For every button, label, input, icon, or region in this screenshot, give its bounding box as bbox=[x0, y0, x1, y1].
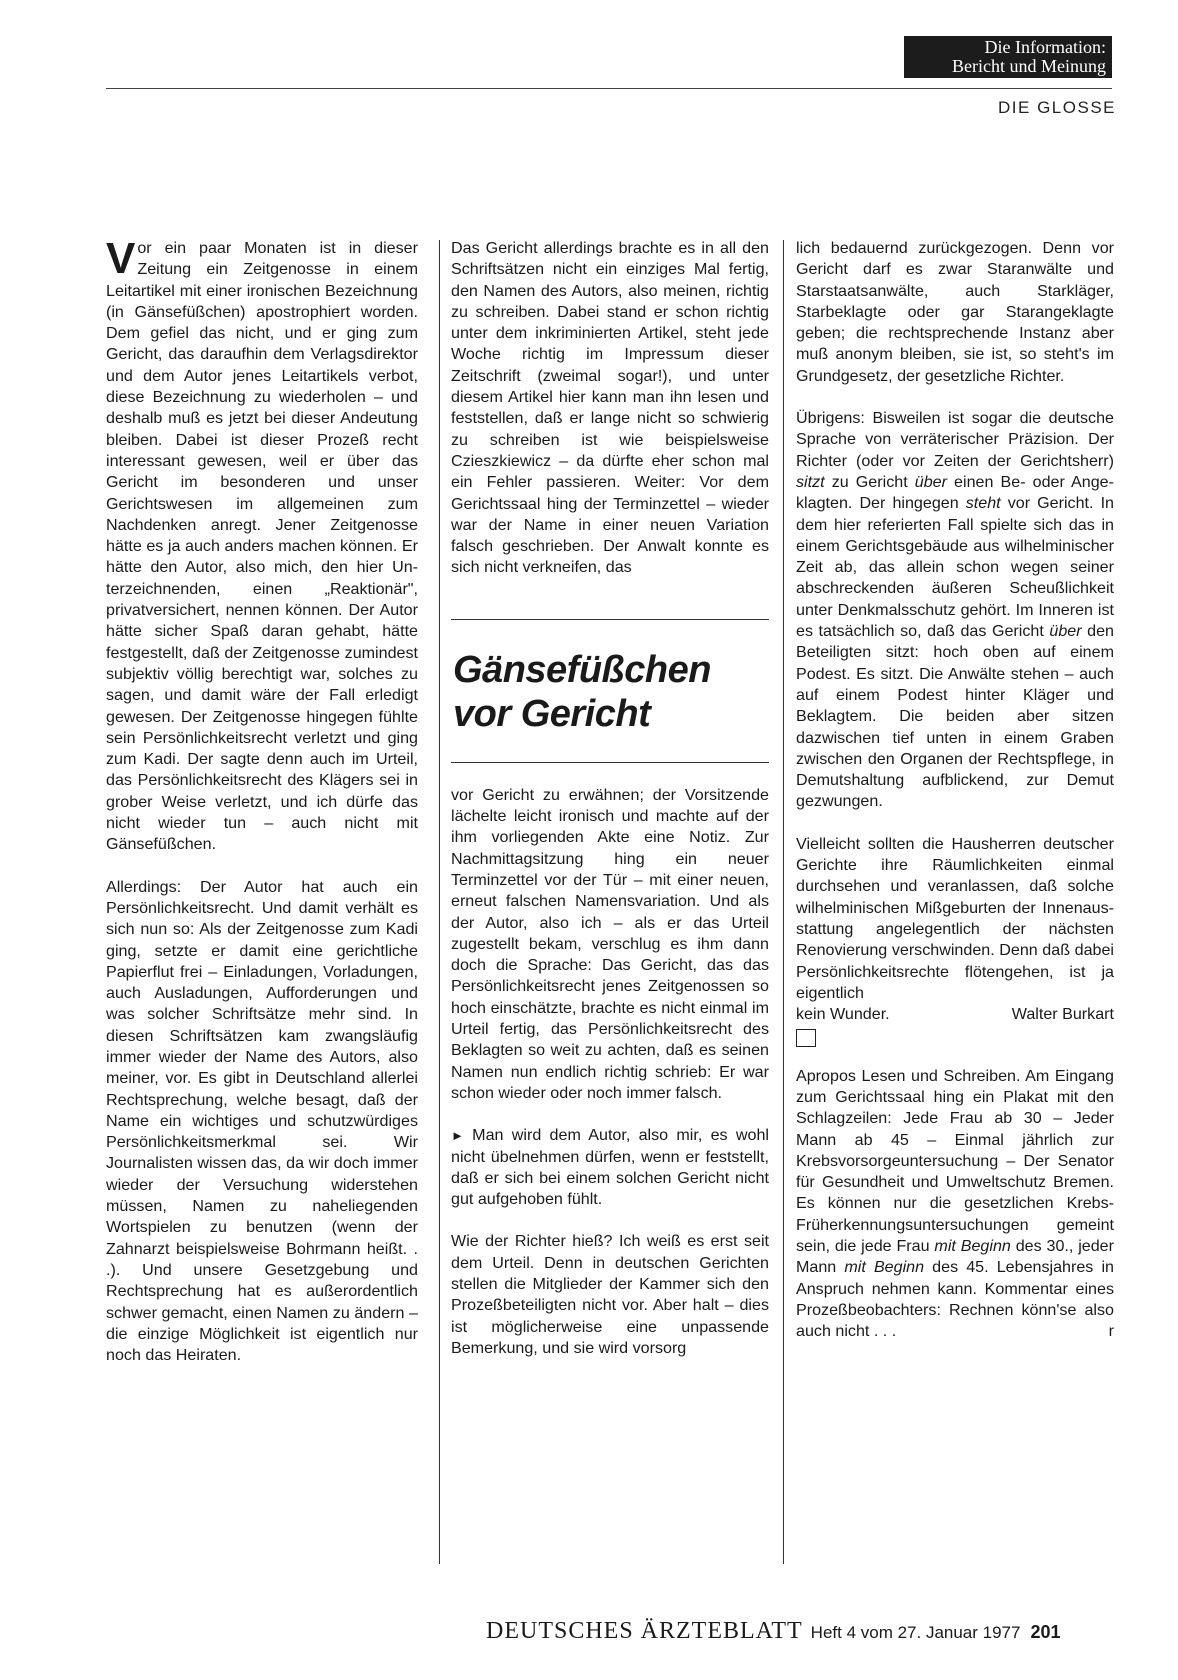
emphasis: über bbox=[1049, 622, 1082, 641]
badge-line-2: Bericht und Meinung bbox=[952, 56, 1106, 76]
short-signature: r bbox=[1108, 1322, 1114, 1341]
section-badge bbox=[902, 36, 1112, 78]
paragraph: Apropos Lesen und Schreiben. Am Eingang zum Gerichtssaal hing ein Plakat mit den Schlagzeilen: Jede Frau ab 30 – Jeder Mann ab 45 – Einmal jährlich zur Krebsvorsorgeuntersuchung – Der Senator für Gesundheit und Umweltschutz Bremen. Es können nur die gesetzlichen Krebs-Früherkennungsuntersuchungen gemeint sein, die jede Frau mit Beginn des 30., jeder Mann mit Beginn des 45. Lebensjahres in Anspruch nehmen kann. Kommentar eines Prozeßbeobachters: Rechnen könn'se also auch nicht . . . r bbox=[796, 1066, 1114, 1343]
arrow-icon: ► bbox=[451, 1128, 464, 1144]
article-title bbox=[453, 648, 769, 736]
author-signature: Walter Burkart bbox=[1011, 1005, 1114, 1024]
emphasis: sitzt bbox=[796, 472, 825, 491]
title-line-2: vor Gericht bbox=[453, 692, 651, 735]
column-2 bbox=[451, 238, 769, 1359]
issue-info: Heft 4 vom 27. Januar 1977 bbox=[810, 1623, 1021, 1642]
paragraph: lich bedauernd zurückgezogen. Denn vor Gericht darf es zwar Staranwälte und Starstaatsanwälte, auch Starkläger, Starbeklagte oder gar Starangeklagte geben; die rechtsprechende Instanz aber muß anonym bleiben, sie ist, so steht's im Grundgesetz, der gesetzliche Richter. bbox=[796, 239, 1114, 385]
paragraph bbox=[451, 1125, 769, 1210]
section-label: DIE GLOSSE bbox=[998, 98, 1116, 117]
end-box-icon bbox=[796, 1029, 816, 1047]
paragraph: Übrigens: Bisweilen ist sogar die deutsche Sprache von verräterischer Präzision. Der Richter (oder vor Zeiten der Gerichtsherr) sitzt zu Gericht über einen Be- oder Angeklagten. Der hingegen steht vor Gericht. In dem hier referierten Fall spielte sich das in einem Gerichtsgebäude aus wilhelminischer Zeit ab, das allein schon wegen seiner abschreckenden äußeren Scheußlichkeit unter Denkmalsschutz gehört. Im Inneren ist es tatsächlich so, daß das Gericht über den Beteiligten sitzt: hoch oben auf einem Podest. Es sitzt. Die Anwälte stehen – auch auf einem Podest hinter Kläger und Beklagtem. Die beiden aber sitzen dazwischen tief unten in einem Graben zwischen den Organen der Rechtspflege, in Demutshaltung aufblickend, zur Demut gezwungen. bbox=[796, 409, 1114, 811]
emphasis: mit Beginn bbox=[844, 1258, 925, 1277]
page-footer bbox=[486, 1618, 1061, 1645]
paragraph: Allerdings: Der Autor hat auch ein Persönlichkeitsrecht. Und damit verhält es sich nun so: Als der Zeitgenosse zum Kadi ging, setzte er damit eine gerichtliche Papierflut frei – Einladungen, Vorladungen, auch Ausladungen, Aufforderungen und was solcher Schriftsätze mehr sind. In diesen Schriftsätzen kam zwangsläufig immer wieder der Name des Autors, also meiner, vor. Es gibt in Deutschland allerlei Rechtsprechung, welche besagt, daß der Name ein wichtiges und schutzwürdiges Persönlichkeitsmerkmal sei. Wir Journalisten wissen das, da wir doch immer wieder der Versuchung widerstehen müssen, Namen zu naheliegenden Wortspielen zu benutzen (wenn der Zahnarzt beispielsweise Bohrmann heißt. . .). Und unsere Gesetzgebung und Rechtsprechung hat es außerordentlich schwer gemacht, einen Namen zu ändern – die einzige Möglichkeit ist eigentlich nur noch das Heiraten. bbox=[106, 877, 418, 1365]
column-divider bbox=[783, 240, 784, 1564]
paragraph: vor Gericht zu erwähnen; der Vorsitzende lächelte leicht ironisch und machte auf der ihm vorliegenden Akte eine Notiz. Zur Nachmittagsitzung hing ein neuer Terminzettel vor der Tür – mit einer neuen, erneut falschen Namensvariation. Und als der Autor, also ich – als er das Urteil zugestellt bekam, verschlug es ihm dann doch die Sprache: Das Gericht, das das Persönlichkeitsrecht jenes Zeitgenossen so hoch einschätzte, brachte es nicht einmal im Urteil fertig, das Persönlichkeitsrecht des Beklagten so weit zu achten, daß es seinen Namen nun endlich richtig schrieb: Er war schon wieder oder noch immer falsch. bbox=[451, 785, 769, 1102]
emphasis: über bbox=[914, 472, 947, 491]
paragraph-text: Man wird dem Autor, also mir, es wohl nicht übelnehmen dürfen, wenn er feststellt, daß er sich bei einem solchen Gericht nicht gut aufgehoben fühlt. bbox=[451, 1126, 769, 1209]
paragraph-end: kein Wunder. bbox=[796, 1005, 890, 1024]
column-divider bbox=[439, 240, 440, 1564]
title-rule bbox=[451, 619, 769, 620]
title-rule bbox=[451, 762, 769, 763]
page-number: 201 bbox=[1030, 1622, 1061, 1642]
emphasis: mit Beginn bbox=[934, 1237, 1011, 1256]
emphasis: steht bbox=[965, 494, 1001, 513]
signature-line bbox=[796, 1004, 1114, 1025]
column-1 bbox=[106, 234, 418, 1366]
article-title-block bbox=[451, 619, 769, 763]
title-line-1: Gänsefüßchen bbox=[453, 648, 711, 691]
paragraph: Wie der Richter hieß? Ich weiß es erst seit dem Urteil. Denn in deutschen Gerichten stellen die Mitglieder der Kammer sich den Prozeßbeteiligten nicht vor. Aber halt – dies ist möglicherweise eine unpassende Bemerkung, und sie wird vorsorg bbox=[451, 1232, 769, 1357]
header-rule bbox=[106, 88, 1112, 89]
paragraph: Das Gericht allerdings brachte es in all den Schriftsätzen nicht ein einziges Mal fertig, den Namen des Autors, also meinen, richtig zu schreiben. Dabei stand er schon richtig unter dem inkriminierten Artikel, steht jede Woche richtig im Impressum dieser Zeitschrift (zweimal sogar!), und unter diesem Artikel hier kann man ihn lesen und feststellen, daß er lange nicht so schwierig zu schreiben ist wie beispielsweise Czieszkiewicz – da dürfte eher schon mal ein Fehler passieren. Weiter: Vor dem Gerichtssaal hing der Terminzettel – wieder war der Name in einer neuen Variation falsch geschrieben. Der Anwalt konnte es sich nicht verkneifen, das bbox=[451, 239, 769, 577]
badge-line-1: Die Information: bbox=[984, 37, 1106, 57]
column-3 bbox=[796, 238, 1114, 1343]
paragraph: Vor ein paar Monaten ist in dieser Zeitung ein Zeitgenosse in einem Leitartikel mit einer ironischen Bezeichnung (in Gänsefüßchen) apostrophiert worden. Dem gefiel das nicht, und er ging zum Gericht, das daraufhin dem Verlagsdirektor und dem Autor jenes Leitartikels verbot, diese Bezeichnung zu wiederholen – und deshalb muß es jetzt bei dieser Andeutung bleiben. Dabei ist dieser Prozeß recht interessant gewesen, weil er über das Gericht im besonderen und unser Gerichtswesen im allgemeinen zum Nachdenken anregt. Jener Zeitgenosse hätte es ja auch anders machen können. Er hätte den Autor, also mich, den hier Unterzeichnenden, einen „Reaktionär", privatversichert, nennen können. Der Autor hätte sicher Spaß daran gehabt, hätte festgestellt, daß der Zeitgenosse zumindest subjektiv völlig berechtigt war, solches zu sagen, und damit wäre der Fall erledigt gewesen. Der Zeitgenosse hingegen fühlte sein Persönlichkeitsrecht verletzt und ging zum Kadi. Der sagte denn auch im Urteil, das Persönlichkeitsrecht des Klägers sei in grober Weise verletzt, und ich dürfe das nicht wieder tun – auch nicht mit Gänsefüßchen. bbox=[106, 234, 418, 854]
journal-name: DEUTSCHES ÄRZTEBLATT bbox=[486, 1618, 803, 1644]
paragraph: Vielleicht sollten die Hausherren deutscher Gerichte ihre Räumlichkeiten einmal durchsehen und veranlassen, daß solche wilhelminischen Mißgeburten der Innenausstattung angelegentlich der nächsten Renovierung verschwinden. Denn daß dabei Persönlichkeitsrechte flötengehen, ist ja eigentlich bbox=[796, 834, 1114, 1002]
